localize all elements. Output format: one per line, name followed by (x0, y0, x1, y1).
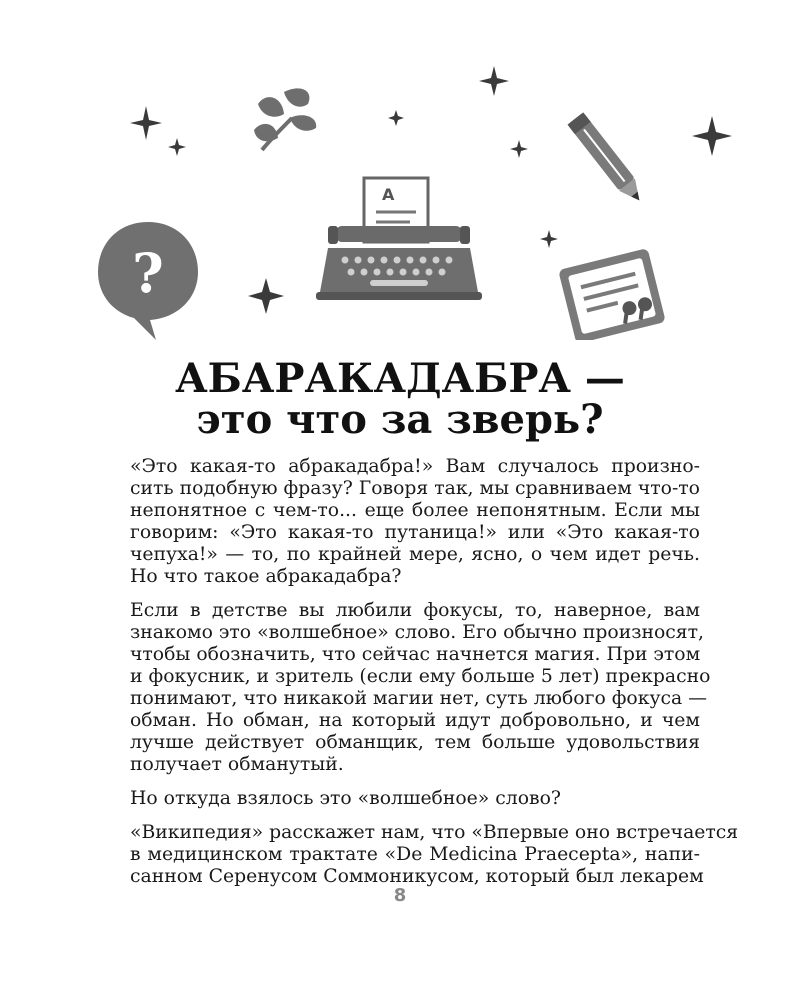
text-line: обман. Но обман, на который идут добровольно, и чем (130, 710, 700, 731)
text-line: чепуха!» — то, по крайней мере, ясно, о чем идет речь. (130, 544, 700, 565)
text-line: санном Серенусом Соммоникусом, который был лекарем (130, 866, 704, 887)
text-line: знакомо это «волшебное» слово. Его обычно произносят, (130, 622, 705, 643)
text-line: понимают, что никакой магии нет, суть любого фокуса — (130, 688, 707, 709)
sparkle-icon (130, 106, 162, 140)
text-line: получает обманутый. (130, 754, 344, 775)
pencil-icon (567, 112, 647, 206)
paragraph (130, 456, 700, 588)
text-line: лучше действует обманщик, тем больше удовольствия (130, 732, 700, 753)
sparkle-icon (692, 116, 732, 156)
paragraph (130, 822, 739, 888)
text-line: Но что такое абракадабра? (130, 566, 402, 587)
leaf-icon (254, 88, 316, 150)
sparkle-icon (479, 66, 509, 96)
text-line: и фокусник, и зритель (если ему больше 5 лет) прекрасно (130, 666, 711, 687)
svg-text:?: ? (132, 241, 164, 305)
svg-text:A: A (382, 185, 395, 204)
paragraph (130, 788, 700, 810)
paragraph (130, 600, 711, 776)
page-number: 8 (393, 885, 407, 906)
chapter-title-line-1: АБАРАКАДАБРА — (175, 355, 625, 402)
sparkle-icon (388, 110, 404, 126)
text-line: чтобы обозначить, что сейчас начнется магия. При этом (130, 644, 701, 665)
text-line: сить подобную фразу? Говоря так, мы сравниваем что-то (130, 478, 700, 499)
body-text (130, 456, 739, 900)
typewriter-icon (316, 178, 482, 300)
question-bubble-icon (98, 222, 198, 340)
text-line: непонятное с чем-то... еще более непонятным. Если мы (130, 500, 700, 521)
text-line: «Это какая-то абракадабра!» Вам случалось произно- (130, 456, 700, 477)
sparkle-icon (540, 230, 558, 248)
sparkle-icon (168, 138, 186, 156)
header-illustration (0, 0, 800, 340)
chapter-title-line-2: это что за зверь? (196, 396, 604, 443)
text-line: говорим: «Это какая-то путаница!» или «Это какая-то (130, 522, 700, 543)
notepad-quote-icon (558, 248, 666, 340)
text-line: Но откуда взялось это «волшебное» слово? (130, 788, 561, 809)
text-line: в медицинском трактате «De Medicina Praecepta», напи- (130, 844, 700, 865)
text-line: «Википедия» расскажет нам, что «Впервые оно встречается (130, 822, 739, 843)
sparkle-icon (510, 140, 528, 158)
text-line: Если в детстве вы любили фокусы, то, наверное, вам (130, 600, 700, 621)
sparkle-icon (248, 278, 284, 314)
